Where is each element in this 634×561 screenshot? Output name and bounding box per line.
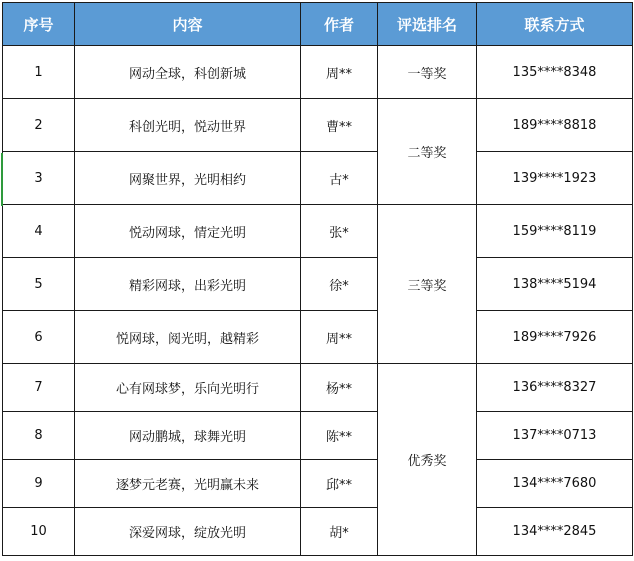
row-content-cell[interactable]: 科创光明，悦动世界 [75,99,301,152]
row-content-cell[interactable]: 逐梦元老赛，光明赢未来 [75,460,301,508]
table-row [3,508,633,556]
row-contact-cell[interactable]: 139****1923 [477,152,633,205]
row-author-cell[interactable]: 周** [301,46,378,99]
row-contact-cell[interactable]: 135****8348 [477,46,633,99]
table-row [3,460,633,508]
table-row [3,412,633,460]
row-index-cell[interactable]: 5 [3,258,75,311]
row-index-cell[interactable]: 10 [3,508,75,556]
header-row [3,3,633,46]
row-contact-cell[interactable]: 138****5194 [477,258,633,311]
row-contact-cell[interactable]: 134****7680 [477,460,633,508]
row-content-cell[interactable]: 心有网球梦，乐向光明行 [75,364,301,412]
award-results-table [2,2,633,556]
row-author-cell[interactable]: 周** [301,311,378,364]
row-contact-cell[interactable]: 189****8818 [477,99,633,152]
row-author-cell[interactable]: 杨** [301,364,378,412]
header-contact: 联系方式 [477,3,633,46]
row-index-cell[interactable]: 3 [3,152,75,205]
row-content-cell[interactable]: 精彩网球，出彩光明 [75,258,301,311]
table-row [3,152,633,205]
row-index-cell[interactable]: 7 [3,364,75,412]
row-author-cell[interactable]: 徐* [301,258,378,311]
row-author-cell[interactable]: 张* [301,205,378,258]
table-row [3,99,633,152]
row-index-cell[interactable]: 9 [3,460,75,508]
row-contact-cell[interactable]: 134****2845 [477,508,633,556]
row-index-cell[interactable]: 1 [3,46,75,99]
row-content-cell[interactable]: 悦动网球，情定光明 [75,205,301,258]
table-row [3,258,633,311]
row-contact-cell[interactable]: 159****8119 [477,205,633,258]
row-content-cell[interactable]: 网动全球，科创新城 [75,46,301,99]
header-index: 序号 [3,3,75,46]
row-author-cell[interactable]: 陈** [301,412,378,460]
table-row [3,205,633,258]
header-award: 评选排名 [378,3,477,46]
award-excellence-cell[interactable]: 优秀奖 [378,364,477,556]
row-author-cell[interactable]: 古* [301,152,378,205]
row-index-cell[interactable]: 2 [3,99,75,152]
row-index-cell[interactable]: 6 [3,311,75,364]
row-index-cell[interactable]: 4 [3,205,75,258]
row-content-cell[interactable]: 网动鹏城，球舞光明 [75,412,301,460]
award-first-cell[interactable]: 一等奖 [378,46,477,99]
row-index-cell[interactable]: 8 [3,412,75,460]
row-content-cell[interactable]: 网聚世界，光明相约 [75,152,301,205]
row-content-cell[interactable]: 深爱网球，绽放光明 [75,508,301,556]
award-third-cell[interactable]: 三等奖 [378,205,477,364]
row-content-cell[interactable]: 悦网球，阅光明，越精彩 [75,311,301,364]
table-row [3,311,633,364]
row-contact-cell[interactable]: 189****7926 [477,311,633,364]
row-author-cell[interactable]: 邱** [301,460,378,508]
row-contact-cell[interactable]: 136****8327 [477,364,633,412]
header-author: 作者 [301,3,378,46]
table-row [3,364,633,412]
row-author-cell[interactable]: 曹** [301,99,378,152]
header-content: 内容 [75,3,301,46]
row-contact-cell[interactable]: 137****0713 [477,412,633,460]
selection-edge-marker [1,153,3,206]
row-author-cell[interactable]: 胡* [301,508,378,556]
table-row [3,46,633,99]
award-second-cell[interactable]: 二等奖 [378,99,477,205]
